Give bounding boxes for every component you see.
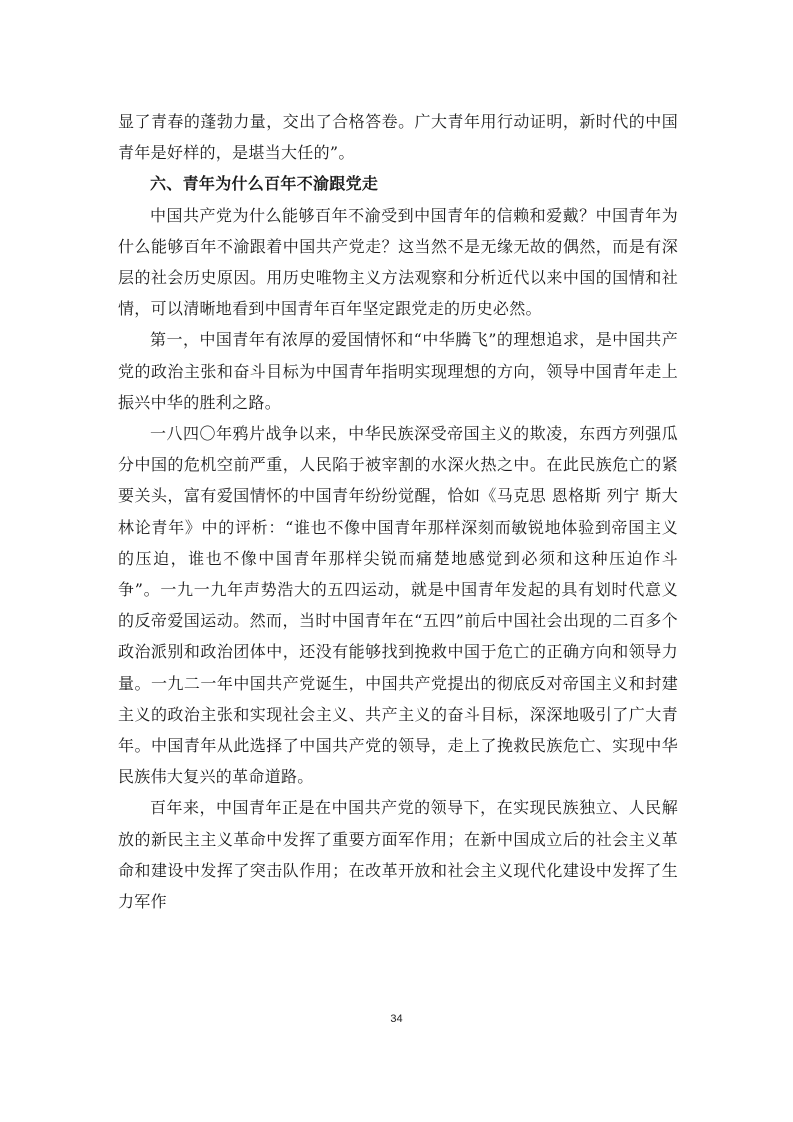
body-text [118,106,678,917]
paragraph: 中国共产党为什么能够百年不渝受到中国青年的信赖和爱戴？中国青年为什么能够百年不渝跟着中国共产党走？这当然不是无缘无故的偶然，而是有深层的社会历史原因。用历史唯物主义方法观察和分析近代以来中国的国情和社情，可以清晰地看到中国青年百年坚定跟党走的历史必然。 [118,205,678,319]
continuation-paragraph: 显了青春的蓬勃力量，交出了合格答卷。广大青年用行动证明，新时代的中国青年是好样的，是堪当大任的”。 [118,112,678,163]
paragraph: 第一，中国青年有浓厚的爱国情怀和“中华腾飞”的理想追求，是中国共产党的政治主张和奋斗目标为中国青年指明实现理想的方向，领导中国青年走上振兴中华的胜利之路。 [118,330,678,412]
section-heading: 六、青年为什么百年不渝跟党走 [150,174,379,194]
paragraph: 一八四〇年鸦片战争以来，中华民族深受帝国主义的欺凌，东西方列强瓜分中国的危机空前严重，人民陷于被宰割的水深火热之中。在此民族危亡的紧要关头，富有爱国情怀的中国青年纷纷觉醒，恰如《马克思 恩格斯 列宁 斯大林论青年》中的评析：“谁也不像中国青年那样深刻而敏锐地体验到帝国主义的压迫，谁也不像中国青年那样尖锐而痛楚地感觉到必须和这种压迫作斗争”。一九一九年声势浩大的五四运动，就是中国青年发起的具有划时代意义的反帝爱国运动。然而，当时中国青年在“五四”前后中国社会出现的二百多个政治派别和政治团体中，还没有能够找到挽救中国于危亡的正确方向和领导力量。一九二一年中国共产党诞生，中国共产党提出的彻底反对帝国主义和封建主义的政治主张和实现社会主义、共产主义的奋斗目标，深深地吸引了广大青年。中国青年从此选择了中国共产党的领导，走上了挽救民族危亡、实现中华民族伟大复兴的革命道路。 [118,424,678,787]
page-number: 34 [390,1013,403,1025]
paragraph: 百年来，中国青年正是在中国共产党的领导下，在实现民族独立、人民解放的新民主主义革命中发挥了重要方面军作用；在新中国成立后的社会主义革命和建设中发挥了突击队作用；在改革开放和社会主义现代化建设中发挥了生力军作 [118,798,678,912]
